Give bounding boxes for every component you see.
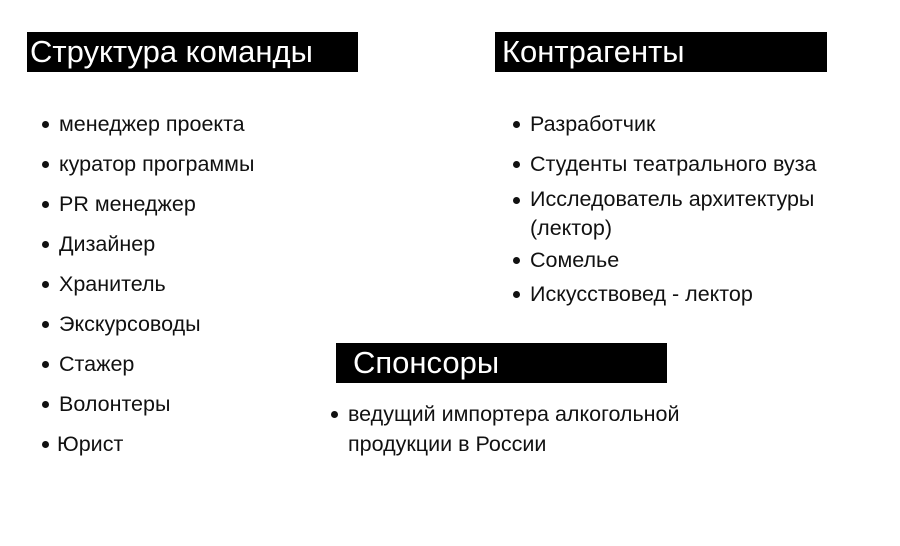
list-item: PR менеджер [35, 189, 325, 229]
team-structure-list [35, 109, 325, 469]
list-item: Хранитель [35, 269, 325, 309]
list-item: Экскурсоводы [35, 309, 325, 349]
list-item: менеджер проекта [35, 109, 325, 149]
list-item: Юрист [35, 429, 325, 469]
contractors-heading: Контрагенты [495, 32, 827, 72]
contractors-list [506, 109, 876, 309]
list-item: ведущий импортера алкогольной продукции в России [324, 399, 744, 459]
list-item: Искусствовед - лектор [506, 279, 876, 309]
list-item: Исследователь архитектуры (лектор) [506, 185, 876, 245]
sponsors-list [324, 399, 744, 459]
list-item: Студенты театрального вуза [506, 149, 876, 185]
list-item: Сомелье [506, 245, 876, 279]
list-item: Волонтеры [35, 389, 325, 429]
list-item: Разработчик [506, 109, 876, 149]
list-item: Стажер [35, 349, 325, 389]
team-structure-heading: Структура команды [27, 32, 358, 72]
list-item: Дизайнер [35, 229, 325, 269]
list-item: куратор программы [35, 149, 325, 189]
sponsors-heading: Спонсоры [336, 343, 667, 383]
